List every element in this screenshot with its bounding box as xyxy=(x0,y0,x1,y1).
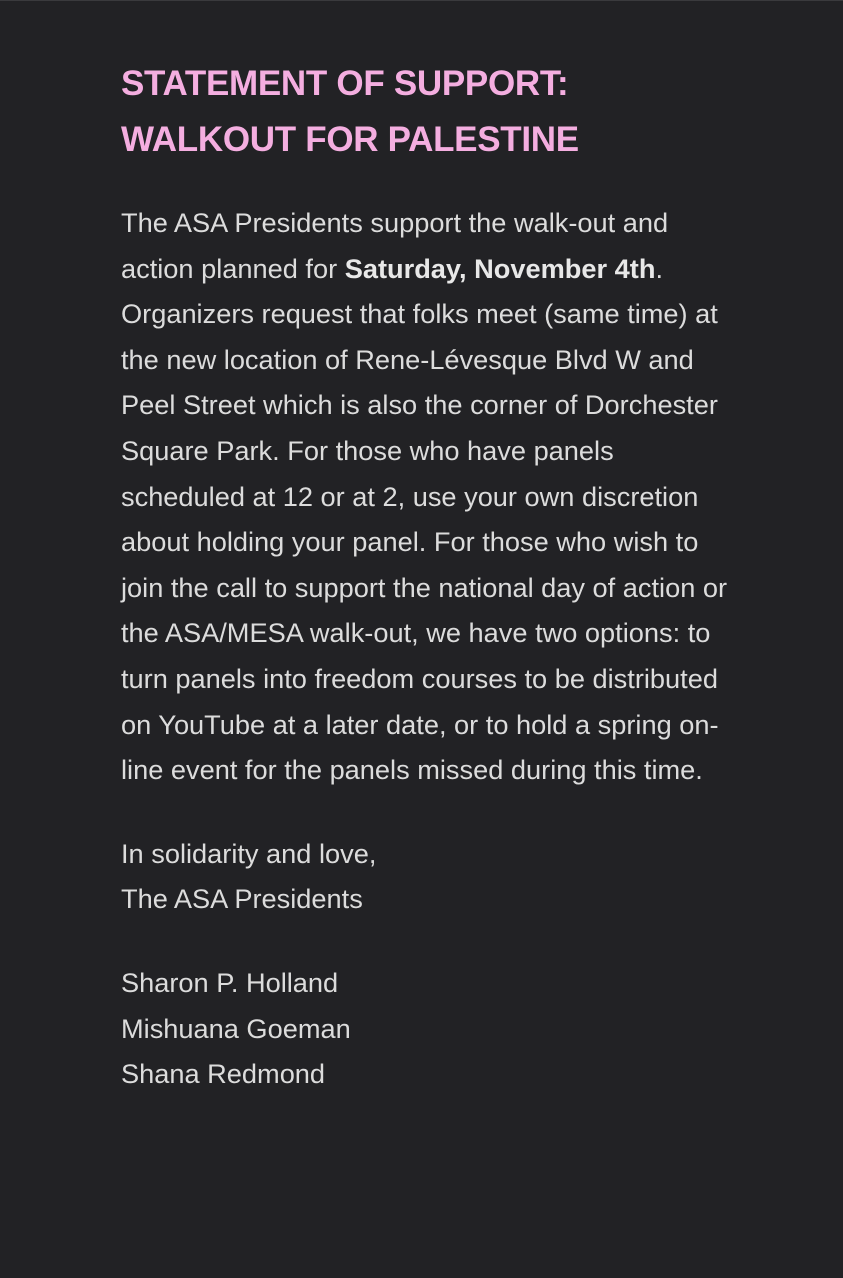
signatory-name: Mishuana Goeman xyxy=(121,1012,351,1044)
statement-body xyxy=(121,200,741,793)
event-date: Saturday, November 4th xyxy=(344,252,656,284)
closing-line-1: In solidarity and love, xyxy=(121,837,377,869)
closing xyxy=(121,831,741,922)
title-line-2: WALKOUT FOR PALESTINE xyxy=(121,120,579,159)
signatory-name: Shana Redmond xyxy=(121,1058,326,1090)
body-intro: The ASA Presidents support the walk-out and action planned for xyxy=(121,207,669,284)
top-divider xyxy=(0,0,843,1)
statement-document xyxy=(121,56,741,1097)
closing-line-2: The ASA Presidents xyxy=(121,883,363,915)
statement-title xyxy=(121,56,741,168)
body-rest: . Organizers request that folks meet (same time) at the new location of Rene-Lévesque Blvd W and Peel Street which is also the corner of Dorchester Square Park. For those who have panels scheduled at 12 or at 2, use your own discretion about holding your panel. For those who wish to join the call to support the national day of action or the ASA/MESA walk-out, we have two options: to turn panels into freedom courses to be distributed on YouTube at a later date, or to hold a spring on-line event for the panels missed during this time. xyxy=(121,252,728,786)
signatory-name: Sharon P. Holland xyxy=(121,966,339,998)
title-line-1: STATEMENT OF SUPPORT: xyxy=(121,64,569,103)
signatories-list xyxy=(121,960,741,1097)
